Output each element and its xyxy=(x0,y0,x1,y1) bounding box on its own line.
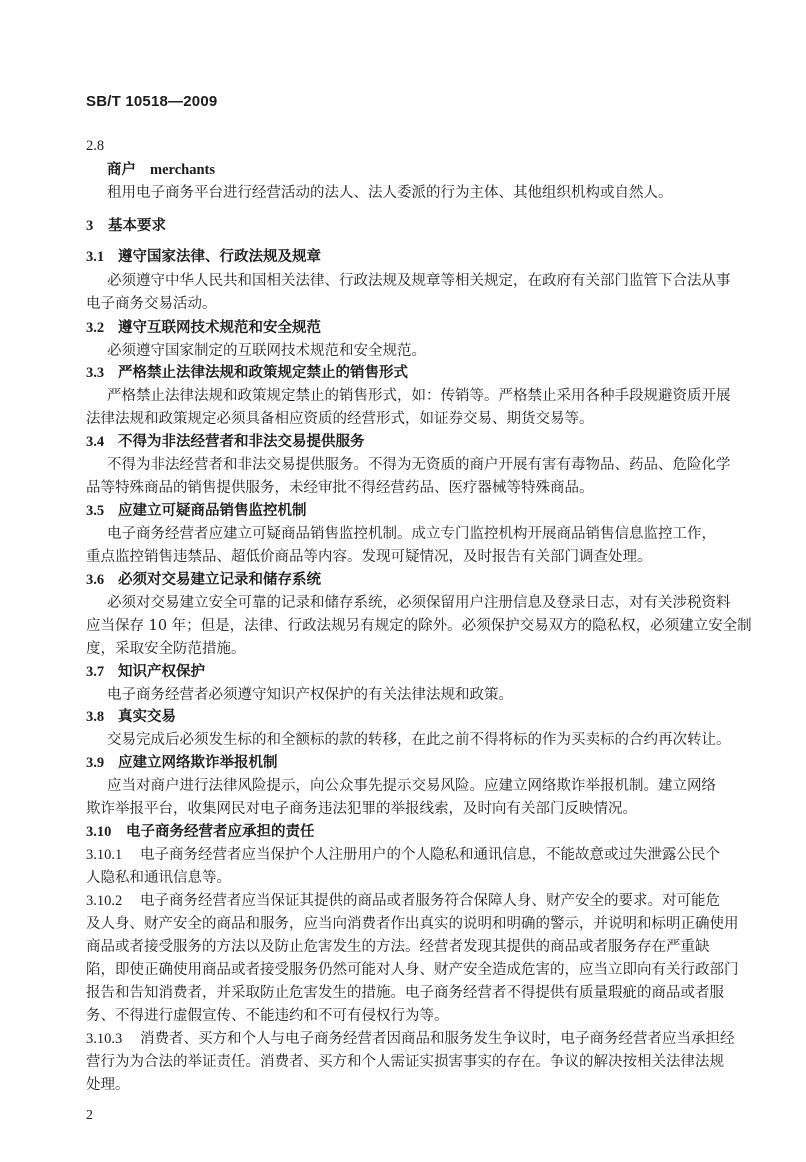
subclause-number: 3.10.2 xyxy=(86,893,123,909)
paragraph-line: 应当保存 10 年；但是，法律、行政法规另有规定的除外。必须保护交易双方的隐私权，必须建立安全制 xyxy=(86,618,752,634)
section-title: 不得为非法经营者和非法交易提供服务 xyxy=(118,433,365,450)
section-title: 电子商务经营者应承担的责任 xyxy=(126,823,315,840)
section-number: 3.4 xyxy=(86,434,105,450)
paragraph-line: 电子商务交易活动。 xyxy=(86,296,217,312)
section-number: 3.5 xyxy=(86,503,105,519)
paragraph-line: 营行为为合法的举证责任。消费者、买方和个人需证实损害事实的存在。争议的解决按相关法律法规 xyxy=(86,1054,724,1070)
section-number: 3.8 xyxy=(86,709,105,725)
section-title: 应建立可疑商品销售监控机制 xyxy=(118,502,307,519)
section-number: 3.7 xyxy=(86,664,105,680)
paragraph-line: 法律法规和政策规定必须具备相应资质的经营形式，如证券交易、期货交易等。 xyxy=(86,411,594,427)
subclause-number: 3.10.1 xyxy=(86,847,123,863)
paragraph-line: 处理。 xyxy=(86,1077,130,1093)
paragraph-line: 电子商务经营者应当保证其提供的商品或者服务符合保障人身、财产安全的要求。对可能危 xyxy=(140,893,720,909)
paragraph-line: 品等特殊商品的销售提供服务，未经审批不得经营药品、医疗器械等特殊商品。 xyxy=(86,480,594,496)
paragraph-line: 陷，即使正确使用商品或者接受服务仍然可能对人身、财产安全造成危害的，应当立即向有关行政部门 xyxy=(86,962,739,978)
standard-code: SB/T 10518—2009 xyxy=(86,93,218,110)
paragraph-line: 必须遵守国家制定的互联网技术规范和安全规范。 xyxy=(107,343,426,359)
subclause-number: 3.10.3 xyxy=(86,1031,123,1047)
paragraph-line: 度，采取安全防范措施。 xyxy=(86,641,246,657)
paragraph-line: 务、不得进行虚假宣传、不能违约和不可有侵权行为等。 xyxy=(86,1008,449,1024)
paragraph-line: 电子商务经营者必须遵守知识产权保护的有关法律法规和政策。 xyxy=(107,687,513,703)
section-title: 应建立网络欺诈举报机制 xyxy=(118,754,278,771)
paragraph-line: 商品或者接受服务的方法以及防止危害发生的方法。经营者发现其提供的商品或者服务存在严重缺 xyxy=(86,939,710,955)
section-title: 遵守国家法律、行政法规及规章 xyxy=(118,248,321,265)
section-title: 必须对交易建立记录和储存系统 xyxy=(118,571,321,588)
clause-number: 2.8 xyxy=(86,138,105,154)
term-zh: 商户 xyxy=(107,161,136,178)
paragraph-line: 欺诈举报平台，收集网民对电子商务违法犯罪的举报线索，及时向有关部门反映情况。 xyxy=(86,801,637,817)
paragraph-line: 电子商务经营者应当保护个人注册用户的个人隐私和通讯信息，不能故意或过失泄露公民个 xyxy=(140,847,720,863)
paragraph-line: 消费者、买方和个人与电子商务经营者因商品和服务发生争议时，电子商务经营者应当承担经 xyxy=(140,1031,735,1047)
section-title: 知识产权保护 xyxy=(118,663,205,680)
chapter-number: 3 xyxy=(86,218,94,234)
paragraph-line: 严格禁止法律法规和政策规定禁止的销售形式，如：传销等。严格禁止采用各种手段规避资质开展 xyxy=(107,388,731,404)
paragraph-line: 不得为非法经营者和非法交易提供服务。不得为无资质的商户开展有害有毒物品、药品、危险化学 xyxy=(107,457,731,473)
page-number: 2 xyxy=(86,1108,93,1123)
section-title: 遵守互联网技术规范和安全规范 xyxy=(118,319,321,336)
paragraph-line: 人隐私和通讯信息等。 xyxy=(86,870,231,886)
paragraph-line: 必须对交易建立安全可靠的记录和储存系统，必须保留用户注册信息及登录日志，对有关涉税资料 xyxy=(107,595,731,611)
paragraph-line: 电子商务经营者应建立可疑商品销售监控机制。成立专门监控机构开展商品销售信息监控工作， xyxy=(107,526,716,542)
term-en: merchants xyxy=(150,162,215,178)
paragraph-line: 及人身、财产安全的商品和服务，应当向消费者作出真实的说明和明确的警示，并说明和标明正确使用 xyxy=(86,916,739,932)
chapter-title: 基本要求 xyxy=(108,217,166,234)
paragraph-line: 应当对商户进行法律风险提示，向公众事先提示交易风险。应建立网络欺诈举报机制。建立网络 xyxy=(107,778,716,794)
paragraph-line: 重点监控销售违禁品、超低价商品等内容。发现可疑情况，及时报告有关部门调查处理。 xyxy=(86,549,652,565)
paragraph-line: 必须遵守中华人民共和国相关法律、行政法规及规章等相关规定，在政府有关部门监管下合法从事 xyxy=(107,273,731,289)
section-number: 3.1 xyxy=(86,249,105,265)
section-number: 3.9 xyxy=(86,755,105,771)
section-number: 3.2 xyxy=(86,320,105,336)
section-title: 真实交易 xyxy=(118,708,176,725)
section-number: 3.3 xyxy=(86,365,105,381)
section-number: 3.10 xyxy=(86,824,112,840)
paragraph-line: 交易完成后必须发生标的和全额标的款的转移，在此之前不得将标的作为买卖标的合约再次转让。 xyxy=(107,732,731,748)
term-definition: 租用电子商务平台进行经营活动的法人、法人委派的行为主体、其他组织机构或自然人。 xyxy=(107,185,673,201)
section-number: 3.6 xyxy=(86,572,105,588)
section-title: 严格禁止法律法规和政策规定禁止的销售形式 xyxy=(118,364,408,381)
paragraph-line: 报告和告知消费者，并采取防止危害发生的措施。电子商务经营者不得提供有质量瑕疵的商品或者服 xyxy=(86,985,724,1001)
